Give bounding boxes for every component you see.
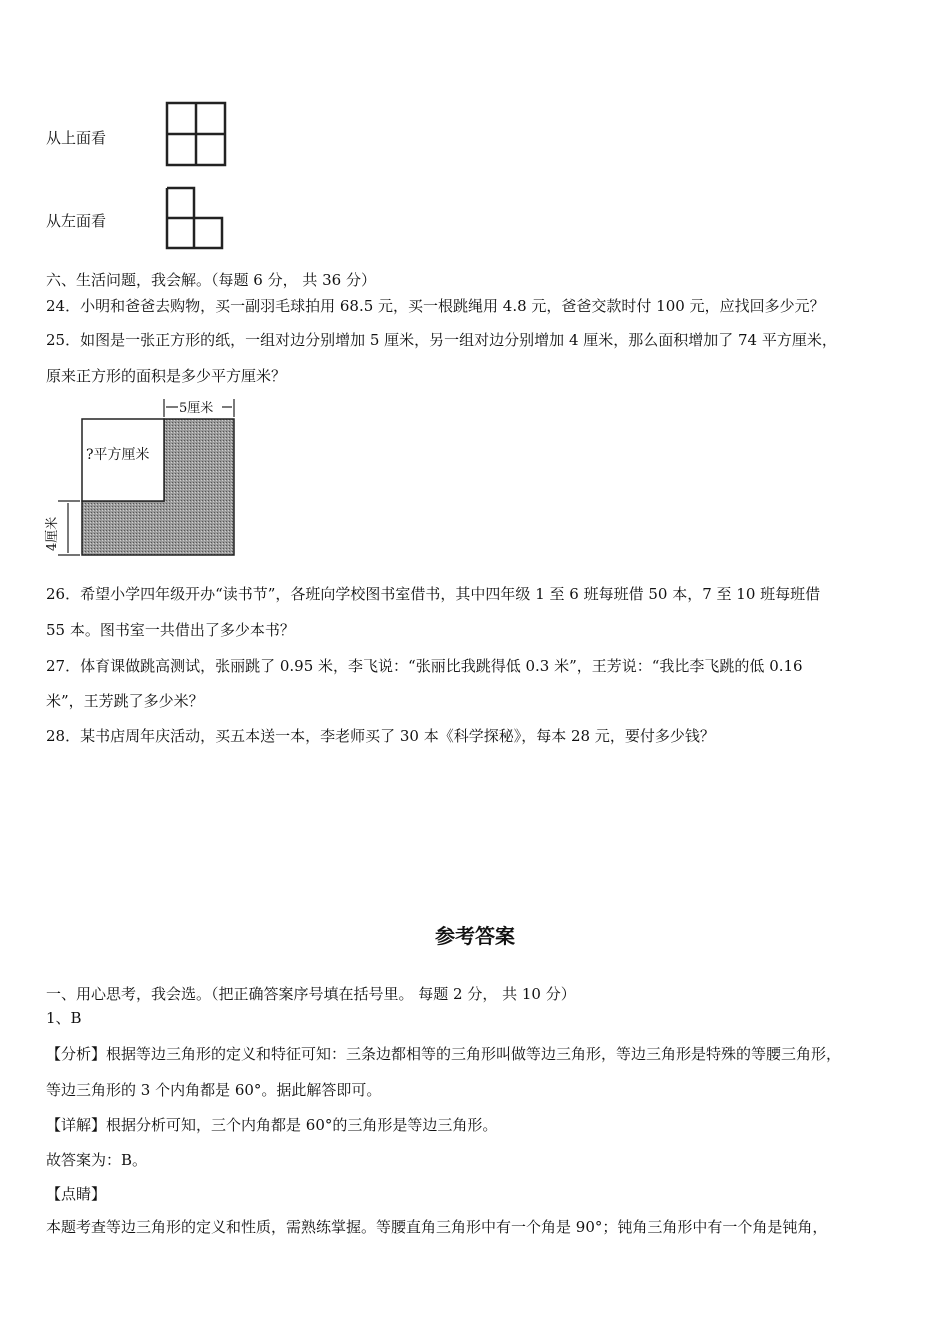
question-25-line2: 原来正方形的面积是多少平方厘米？ [46,367,287,385]
conclusion: 故答案为：B。 [46,1151,148,1169]
answers-title: 参考答案 [435,924,515,948]
left-view-figure [164,185,226,251]
question-28: 28．某书店周年庆活动，买五本送一本，李老师买了 30 本《科学探秘》，每本 28 元，要付多少钱？ [46,727,715,745]
answer-1: 1、B [46,1009,82,1027]
question-26-line1: 26．希望小学四年级开办“读书节”，各班向学校图书室借书，其中四年级 1 至 6 班每班借 50 本，7 至 10 班每班借 [46,585,821,603]
question-27-line2: 米”，王芳跳了多少米？ [46,692,204,710]
top-view-figure [164,100,228,168]
question-24: 24．小明和爸爸去购物，买一副羽毛球拍用 68.5 元，买一根跳绳用 4.8 元，爸爸交款时付 100 元，应找回多少元？ [46,297,825,315]
answers-section1-heading: 一、用心思考，我会选。（把正确答案序号填在括号里。 每题 2 分， 共 10 分） [46,985,576,1003]
top-view-label: 从上面看 [46,129,107,147]
section6-heading: 六、生活问题，我会解。（每题 6 分， 共 36 分） [46,271,376,289]
area-label: ?平方厘米 [86,447,150,463]
analysis-line2: 等边三角形的 3 个内角都是 60°。据此解答即可。 [46,1081,382,1099]
detail: 【详解】根据分析可知，三个内角都是 60°的三角形是等边三角形。 [46,1116,498,1134]
analysis-line1: 【分析】根据等边三角形的定义和特征可知：三条边都相等的三角形叫做等边三角形，等边三角形是特殊的等腰三角形， [46,1045,842,1063]
question-26-line2: 55 本。图书室一共借出了多少本书？ [46,621,295,639]
top-dim-label: 5厘米 [179,401,214,416]
square-paper-figure [40,395,240,565]
side-dim-label: 4厘米 [45,516,60,551]
left-view-label: 从左面看 [46,212,107,230]
question-27-line1: 27．体育课做跳高测试，张丽跳了 0.95 米，李飞说：“张丽比我跳得低 0.3 米”，王芳说：“我比李飞跳的低 0.16 [46,657,803,675]
question-25-line1: 25．如图是一张正方形的纸，一组对边分别增加 5 厘米，另一组对边分别增加 4 厘米，那么面积增加了 74 平方厘米， [46,331,837,349]
comment-line1: 本题考查等边三角形的定义和性质，需熟练掌握。等腰直角三角形中有一个角是 90°；钝角三角形中有一个角是钝角， [46,1218,828,1236]
comment-label: 【点睛】 [46,1185,107,1203]
